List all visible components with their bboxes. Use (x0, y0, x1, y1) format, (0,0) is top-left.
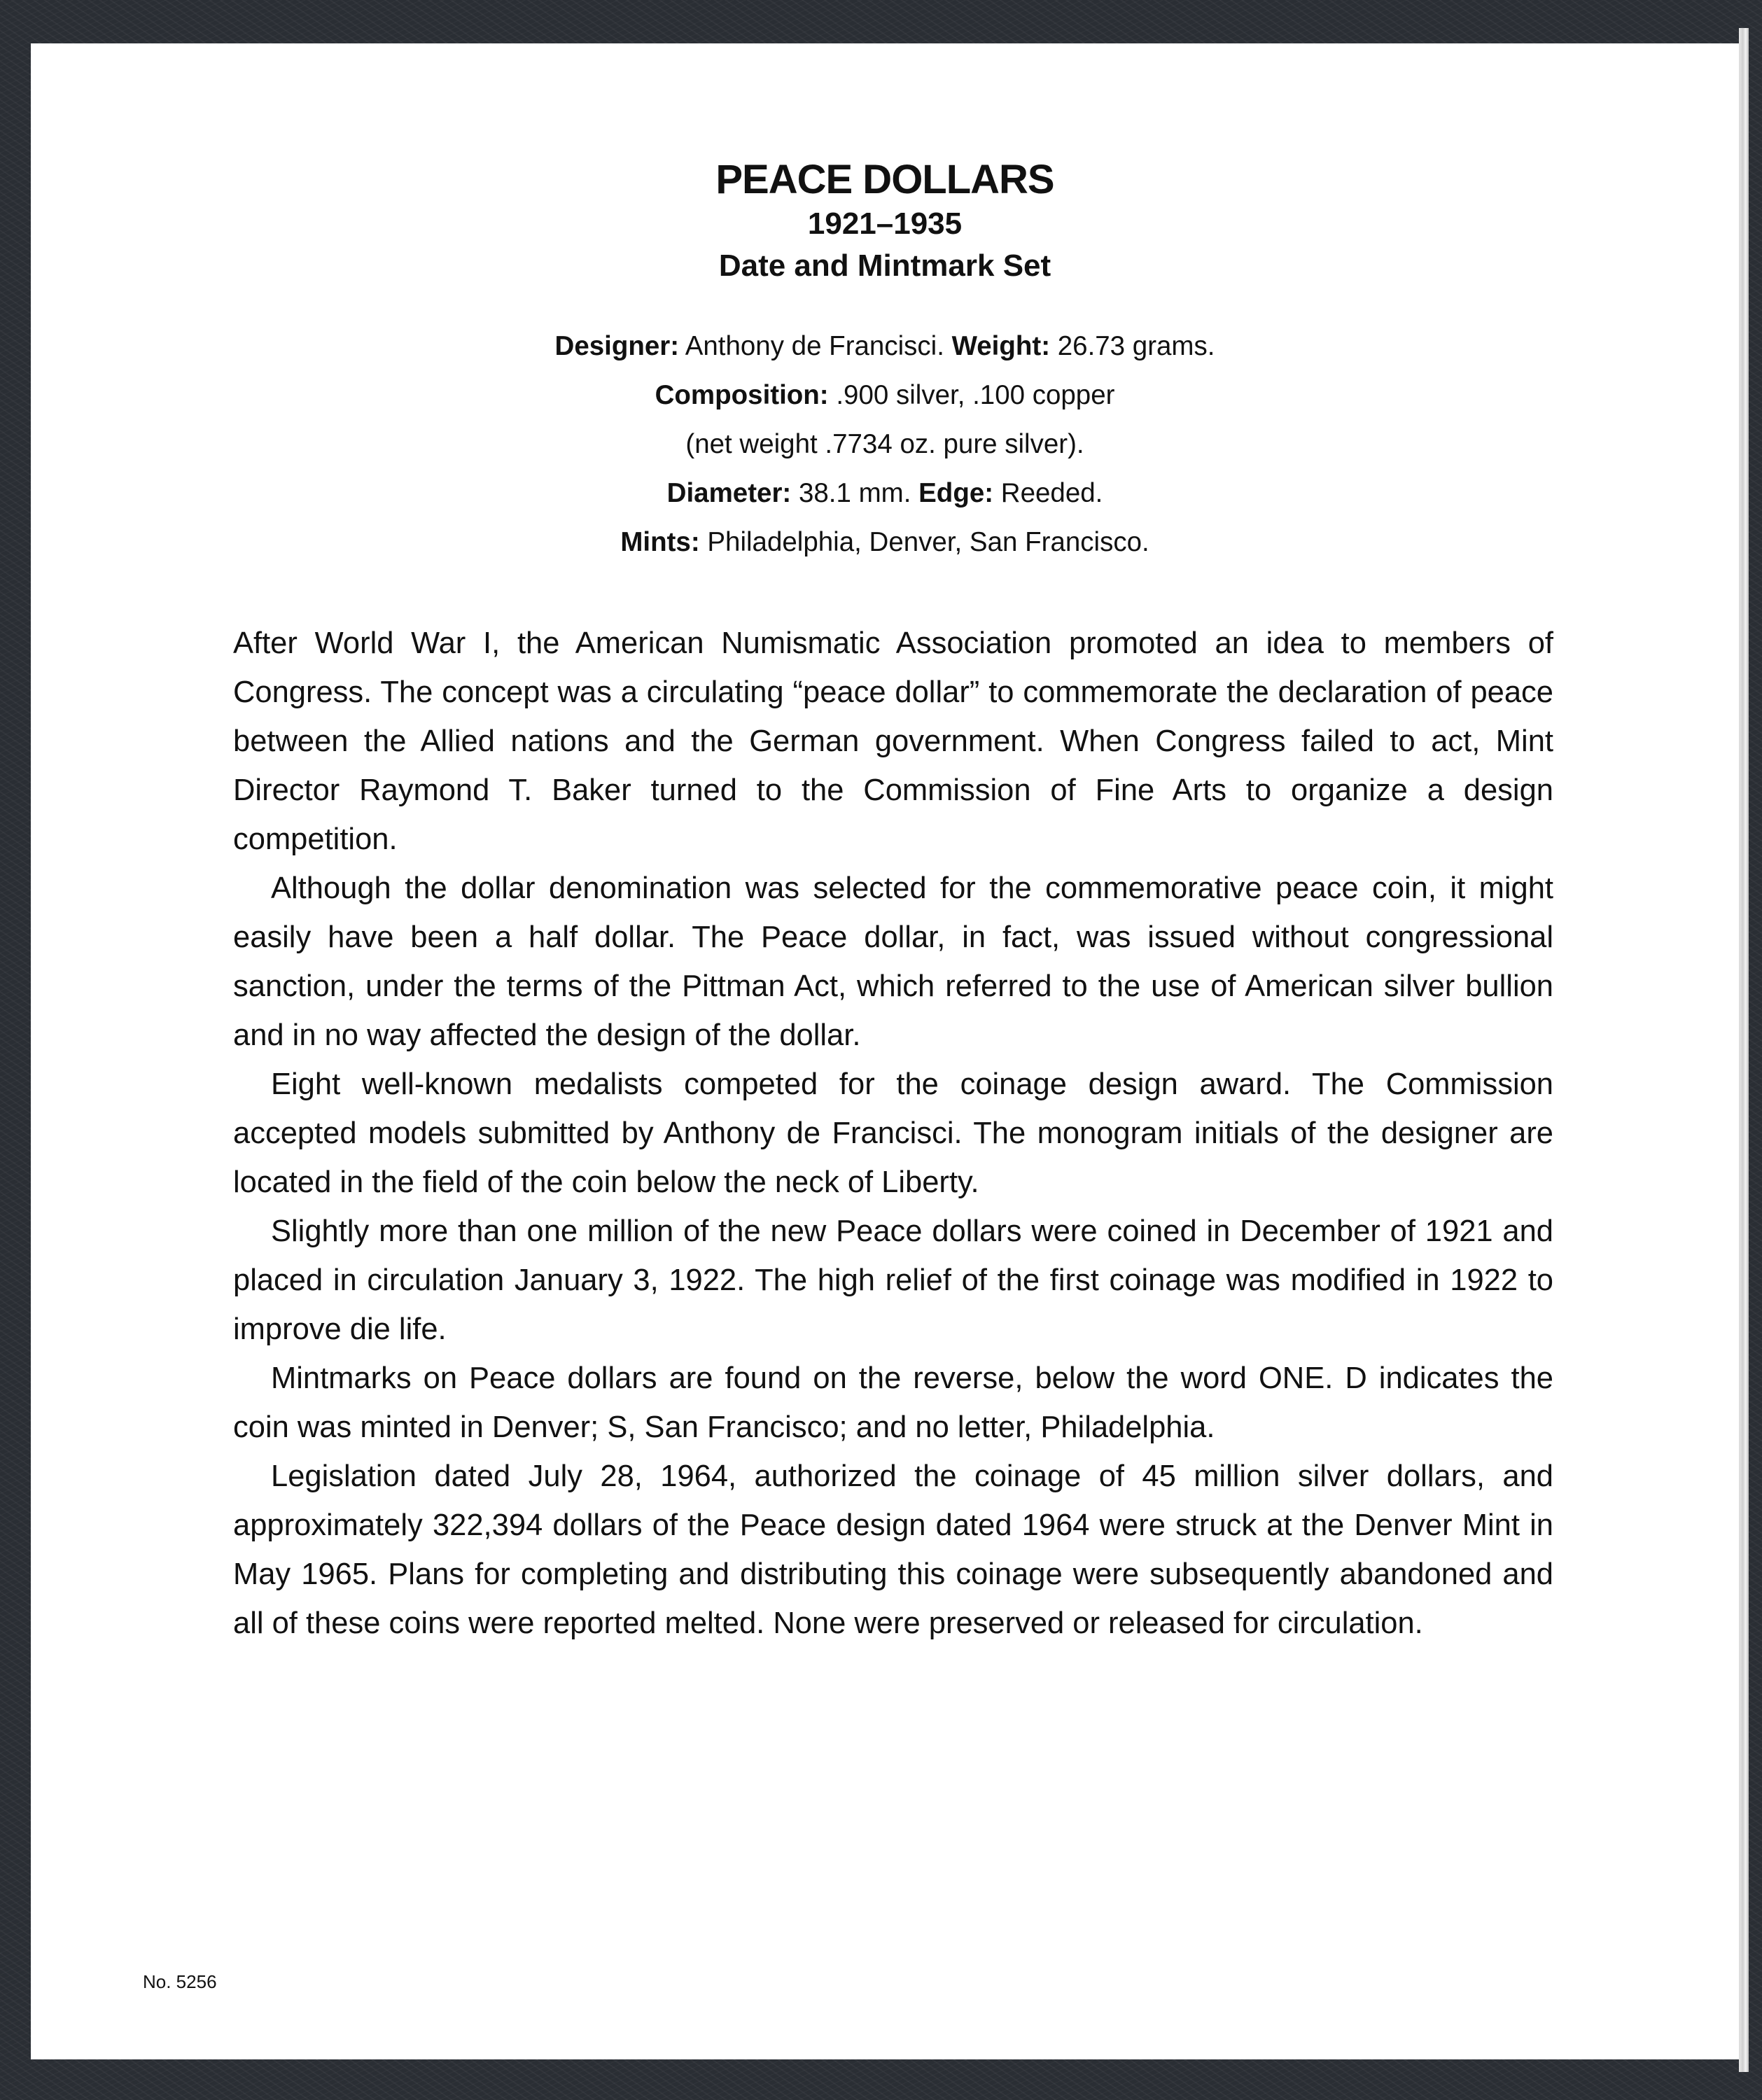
net-weight-value: (net weight .7734 oz. pure silver). (685, 429, 1084, 459)
paragraph: Although the dollar denomination was selected for the commemorative peace coin, it might easily have been a half dollar. The Peace dollar, in fact, was issued without congressional sanction, under the terms of the Pittman Act, which referred to the use of American silver bullion and in no way affected the design of the dollar. (233, 872, 1553, 1052)
mints-value: Philadelphia, Denver, San Francisco. (707, 527, 1149, 557)
spec-line-composition (31, 371, 1739, 420)
diameter-value: 38.1 mm. (798, 478, 911, 508)
page-edge (1739, 28, 1749, 2072)
designer-label: Designer: (554, 331, 680, 361)
edge-label: Edge: (918, 478, 994, 508)
spec-line-mints (31, 518, 1739, 567)
paragraph: After World War I, the American Numismatic Association promoted an idea to members of Congress. The concept was a circulating “peace dollar” to commemorate the declaration of peace between the Allied nations and the German government. When Congress failed to act, Mint Director Raymond T. Baker turned to the Commission of Fine Arts to organize a design competition. (233, 626, 1553, 856)
catalog-number: No. 5256 (143, 1971, 217, 1992)
paragraph: Eight well-known medalists competed for the coinage design award. The Commission accepted models submitted by Anthony de Francisci. The monogram initials of the designer are located in the field of the coin below the neck of Liberty. (233, 1068, 1553, 1199)
paragraph: Mintmarks on Peace dollars are found on the reverse, below the word ONE. D indicates the coin was minted in Denver; S, San Francisco; and no letter, Philadelphia. (233, 1362, 1553, 1444)
mints-label: Mints: (620, 527, 700, 557)
coin-specifications (31, 322, 1739, 567)
spec-line-net-weight (31, 420, 1739, 469)
year-range: 1921–1935 (807, 206, 963, 241)
weight-label: Weight: (951, 331, 1051, 361)
set-subtitle: Date and Mintmark Set (718, 248, 1051, 283)
composition-label: Composition: (655, 380, 829, 410)
edge-value: Reeded. (1000, 478, 1103, 508)
spec-line-diameter-edge (31, 469, 1739, 518)
composition-value: .900 silver, .100 copper (836, 380, 1115, 410)
paragraph: Slightly more than one million of the new Peace dollars were coined in December of 1921 and placed in circulation January 3, 1922. The high relief of the first coinage was modified in 1922 to improve die life. (233, 1214, 1553, 1346)
album-page (31, 43, 1739, 2059)
history-text (233, 619, 1553, 1648)
spec-line-designer-weight (31, 322, 1739, 371)
diameter-label: Diameter: (666, 478, 792, 508)
weight-value: 26.73 grams. (1057, 331, 1215, 361)
page-title: PEACE DOLLARS (715, 157, 1054, 202)
paragraph: Legislation dated July 28, 1964, authorized the coinage of 45 million silver dollars, and approximately 322,394 dollars of the Peace design dated 1964 were struck at the Denver Mint in May 1965. Plans for completing and distributing this coinage were subsequently abandoned and all of these coins were reported melted. None were preserved or released for circulation. (233, 1460, 1553, 1640)
designer-value: Anthony de Francisci. (685, 331, 944, 361)
